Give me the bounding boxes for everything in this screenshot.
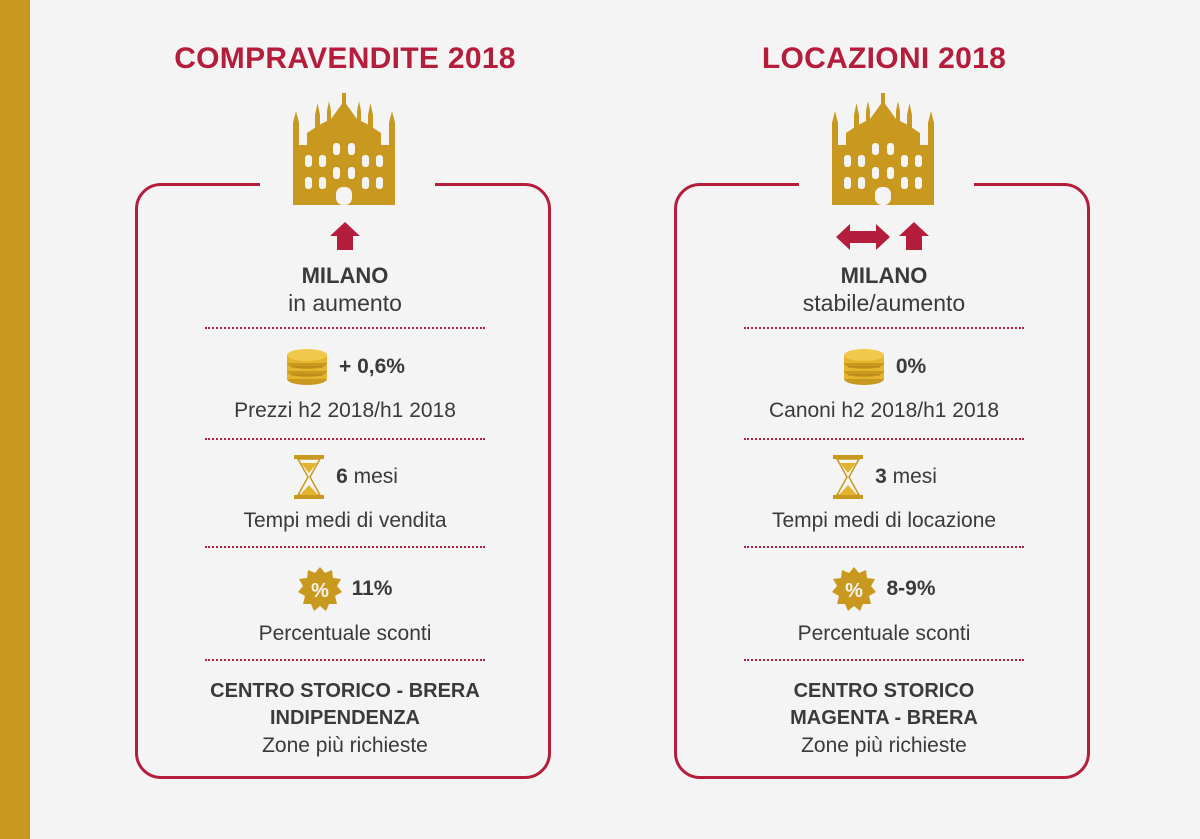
panel-title: LOCAZIONI 2018 [761,42,1007,75]
zones-label: Zone più richieste [801,734,967,757]
divider [744,327,1024,329]
divider [744,659,1024,661]
trend-text: in aumento [288,290,402,316]
price-label: Prezzi h2 2018/h1 2018 [234,399,456,422]
discount-metric [125,569,565,609]
city-name: MILANO [840,263,928,288]
zones-line-2: MAGENTA - BRERA [790,707,978,729]
coins-icon [285,347,329,387]
arrow-up-icon [898,220,930,252]
divider [744,546,1024,548]
time-label: Tempi medi di locazione [771,509,997,532]
arrow-left-right-icon [836,222,890,252]
divider [205,546,485,548]
price-label: Canoni h2 2018/h1 2018 [768,399,1000,422]
discount-label: Percentuale sconti [258,622,432,645]
time-metric [125,457,565,497]
price-metric [125,347,565,387]
cathedral-icon [285,93,403,205]
hourglass-icon [292,455,326,499]
discount-value: 8-9% [886,577,936,600]
trend-arrows [125,220,565,254]
panel-title: COMPRAVENDITE 2018 [174,42,516,75]
price-value: + 0,6% [339,355,405,378]
price-metric [664,347,1104,387]
arrow-up-icon [329,220,361,252]
divider [205,438,485,440]
divider [205,659,485,661]
zones-line-1: CENTRO STORICO - BRERA [210,680,480,702]
zones-line-2: INDIPENDENZA [269,707,420,729]
time-metric [664,457,1104,497]
discount-label: Percentuale sconti [797,622,971,645]
coins-icon [842,347,886,387]
discount-metric [664,569,1104,609]
divider [744,438,1024,440]
hourglass-icon [831,455,865,499]
divider [205,327,485,329]
price-value: 0% [895,355,927,378]
trend-arrows [664,220,1104,254]
zones-label: Zone più richieste [262,734,428,757]
city-name: MILANO [301,263,389,288]
percent-badge-icon [832,567,876,611]
percent-badge-icon [298,567,342,611]
compravendite-panel [125,0,565,839]
side-accent-bar [0,0,30,839]
locazioni-panel [664,0,1104,839]
zones-line-1: CENTRO STORICO [793,680,975,702]
time-value: 6 mesi [336,465,398,488]
time-label: Tempi medi di vendita [243,509,447,532]
cathedral-icon [824,93,942,205]
trend-text: stabile/aumento [802,290,966,316]
discount-value: 11% [351,577,393,600]
time-value: 3 mesi [875,465,937,488]
